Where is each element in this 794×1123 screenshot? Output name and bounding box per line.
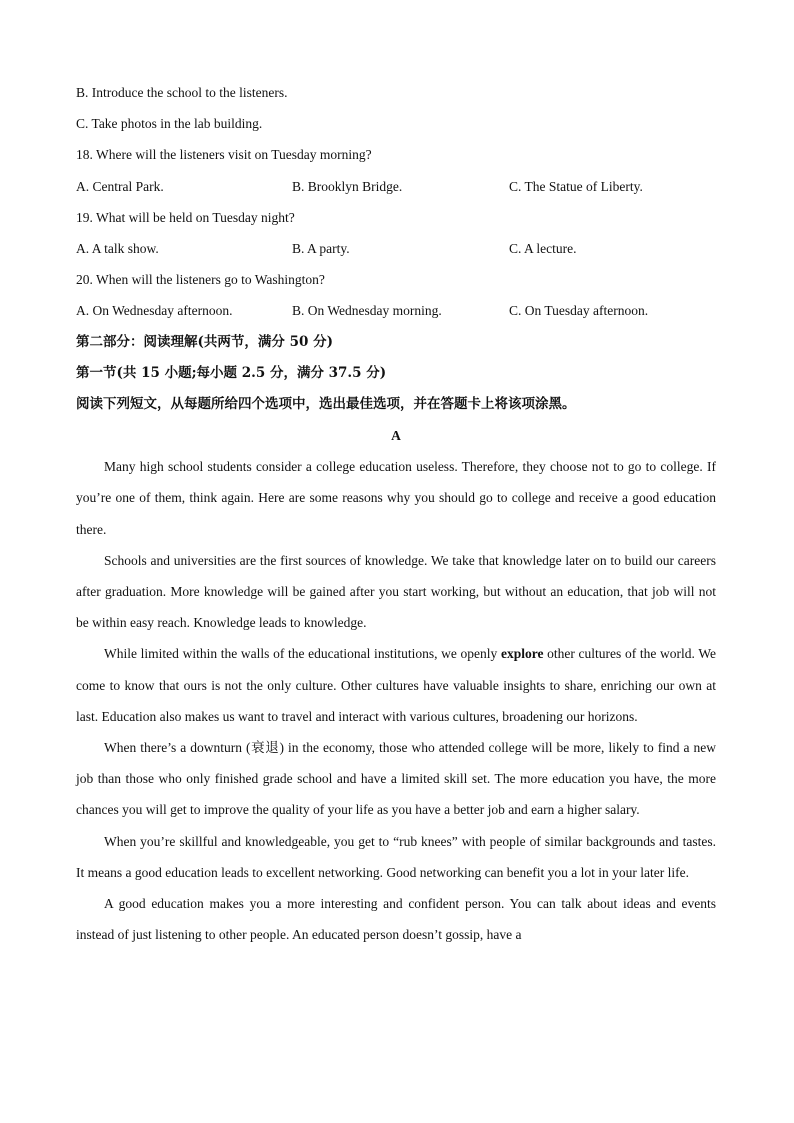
q18-option-c: C. The Statue of Liberty. bbox=[509, 178, 643, 194]
keyword-explore: explore bbox=[500, 646, 544, 662]
passage-paragraph-1: Many high school students consider a college education useless. Therefore, they choose not to go to college. If you’re one of them, think again. Here are some reasons why you should go to college and receive a good education there. bbox=[76, 459, 716, 537]
q18-option-a: A. Central Park. bbox=[76, 178, 164, 194]
passage-paragraph-4: When there’s a downturn (衰退) in the economy, those who attended college will be more, likely to find a new job than those who only finished grade school and have a limited skill set. The more education you have, the more chances you will get to improve the quality of your life as you have a better job and earn a higher salary. bbox=[76, 740, 716, 818]
q19-option-c: C. A lecture. bbox=[509, 240, 577, 256]
section-subtitle: 第一节(共 15 小题;每小题 2.5 分，满分 37.5 分) bbox=[76, 364, 387, 381]
q20-question: 20. When will the listeners go to Washington? bbox=[76, 272, 325, 288]
q18-question: 18. Where will the listeners visit on Tuesday morning? bbox=[76, 147, 372, 163]
passage-paragraph-5: When you’re skillful and knowledgeable, you get to “rub knees” with people of similar backgrounds and tastes. It means a good education leads to excellent networking. Good networking can benefit you a lot in your later life. bbox=[76, 833, 716, 880]
q19-question: 19. What will be held on Tuesday night? bbox=[76, 209, 295, 225]
reading-instruction: 阅读下列短文，从每题所给四个选项中，选出最佳选项，并在答题卡上将该项涂黑。 bbox=[76, 395, 576, 412]
q20-option-c: C. On Tuesday afternoon. bbox=[509, 303, 649, 319]
q17-option-c: C. Take photos in the lab building. bbox=[76, 116, 263, 132]
paragraph-3-start: While limited within the walls of the educational institutions, we openly bbox=[104, 646, 501, 662]
q18-options bbox=[76, 171, 716, 202]
q20-options bbox=[76, 295, 716, 326]
passage-paragraph-2: Schools and universities are the first sources of knowledge. We take that knowledge later on to build our careers after graduation. More knowledge will be gained after you start working, but without an education, that job will not be within easy reach. Knowledge leads to knowledge. bbox=[76, 552, 716, 631]
passage-paragraph-3 bbox=[76, 638, 716, 732]
page-content bbox=[76, 77, 716, 951]
q19-options bbox=[76, 233, 716, 264]
passage-body bbox=[76, 451, 716, 950]
q17-option-b: B. Introduce the school to the listeners. bbox=[76, 85, 288, 100]
q20-option-b: B. On Wednesday morning. bbox=[292, 303, 442, 319]
q18-option-b: B. Brooklyn Bridge. bbox=[292, 178, 403, 194]
q19-option-a: A. A talk show. bbox=[76, 240, 159, 256]
q19-option-b: B. A party. bbox=[292, 240, 350, 256]
part-title: 第二部分：阅读理解(共两节，满分 50 分) bbox=[76, 333, 333, 350]
passage-paragraph-6: A good education makes you a more interesting and confident person. You can talk about ideas and events instead of just listening to other people. An educated person doesn’t gossip, have a bbox=[76, 896, 716, 943]
paragraph-3-end: other cultures of the world. We come to know that ours is not the only culture. Other cultures have valuable insights to share, enriching our own at last. Education also makes us want to travel and interact with various cultures, broadening our horizons. bbox=[76, 646, 716, 724]
passage-label: A bbox=[391, 428, 401, 444]
q20-option-a: A. On Wednesday afternoon. bbox=[76, 303, 233, 319]
